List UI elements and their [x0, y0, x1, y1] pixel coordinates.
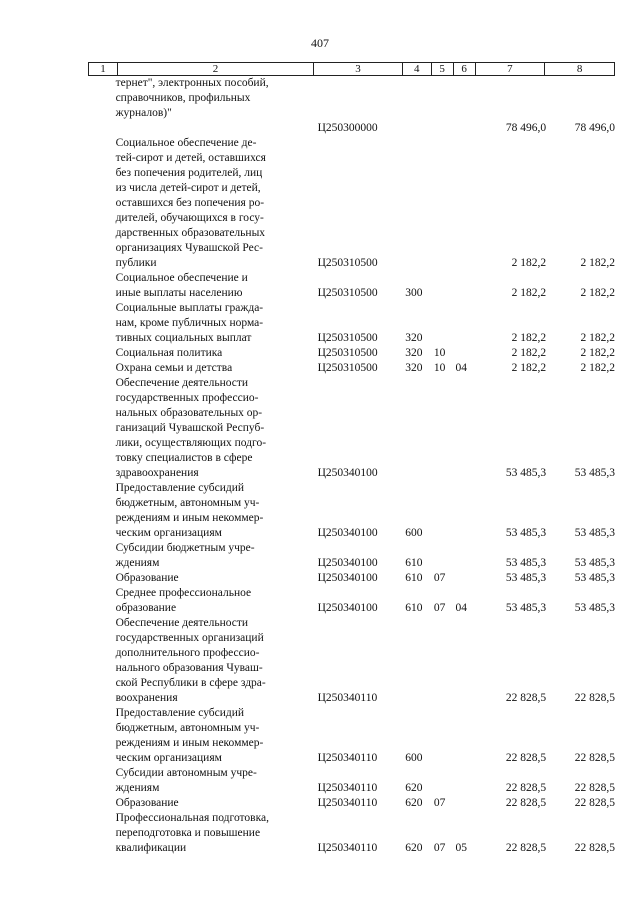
table-row [88, 541, 615, 571]
cell-section: 07 [433, 572, 446, 584]
header-col-6: 6 [453, 63, 475, 75]
table-row [88, 766, 615, 796]
table-row [88, 796, 615, 811]
table-row [88, 121, 615, 136]
cell-code: Ц250300000 [317, 122, 378, 134]
cell-code: Ц250340110 [317, 797, 378, 809]
cell-code: Ц250310500 [317, 362, 378, 374]
cell-name: Социальные выплаты гражда- нам, кроме публичных норма- тивных социальных выплат [115, 302, 264, 344]
cell-code: Ц250340110 [317, 782, 378, 794]
header-col-2: 2 [117, 63, 313, 75]
cell-amount-8: 78 496,0 [574, 122, 616, 134]
cell-code: Ц250340110 [317, 692, 378, 704]
cell-name: Социальное обеспечение и иные выплаты населению [115, 272, 248, 299]
cell-amount-7: 78 496,0 [505, 122, 547, 134]
cell-amount-7: 22 828,5 [505, 842, 547, 854]
table-row [88, 376, 615, 481]
cell-amount-7: 2 182,2 [511, 257, 547, 269]
cell-amount-7: 2 182,2 [511, 287, 547, 299]
cell-code: Ц250310500 [317, 332, 378, 344]
cell-code: Ц250340110 [317, 752, 378, 764]
table-row [88, 271, 615, 301]
table-row [88, 346, 615, 361]
cell-section: 07 [433, 842, 446, 854]
cell-expense-type: 320 [405, 362, 423, 374]
cell-name: тернет", электронных пособий, справочников, профильных журналов)" [115, 77, 269, 119]
cell-section: 07 [433, 602, 446, 614]
cell-section: 07 [433, 797, 446, 809]
cell-amount-8: 53 485,3 [574, 467, 616, 479]
cell-code: Ц250340110 [317, 842, 378, 854]
cell-expense-type: 620 [405, 782, 423, 794]
cell-amount-7: 22 828,5 [505, 692, 547, 704]
cell-name: Социальное обеспечение де- тей-сирот и детей, оставшихся без попечения родителей, лиц из числа детей-сирот и детей, оставшихся без попечения ро- дителей, обучающихся в госу- дарственных образовательных организациях Чувашской Рес- публики [115, 137, 266, 269]
cell-name: Образование [115, 797, 179, 809]
cell-amount-7: 53 485,3 [505, 527, 547, 539]
cell-amount-7: 22 828,5 [505, 782, 547, 794]
table-body [88, 76, 615, 856]
cell-code: Ц250340100 [317, 557, 378, 569]
cell-name: Образование [115, 572, 179, 584]
cell-expense-type: 620 [405, 797, 423, 809]
cell-amount-8: 2 182,2 [580, 287, 616, 299]
table-row [88, 76, 615, 121]
cell-code: Ц250310500 [317, 287, 378, 299]
cell-name: Обеспечение деятельности государственных организаций дополнительного профессио- нального образования Чуваш- ской Республики в сфере здра- воохранения [115, 617, 266, 704]
table-row [88, 136, 615, 271]
cell-expense-type: 620 [405, 842, 423, 854]
cell-name: Обеспечение деятельности государственных профессио- нальных образовательных ор- ганизаций Чувашской Респуб- лики, осуществляющих подго- товку специалистов в сфере здравоохранения [115, 377, 267, 479]
cell-amount-8: 22 828,5 [574, 797, 616, 809]
page-number: 407 [311, 36, 329, 50]
budget-table [88, 62, 615, 856]
cell-expense-type: 610 [405, 572, 423, 584]
cell-amount-8: 53 485,3 [574, 602, 616, 614]
cell-amount-8: 22 828,5 [574, 782, 616, 794]
table-row [88, 811, 615, 856]
table-row [88, 301, 615, 346]
cell-name: Среднее профессиональное образование [115, 587, 252, 614]
cell-amount-8: 53 485,3 [574, 527, 616, 539]
cell-name: Профессиональная подготовка, переподготовка и повышение квалификации [115, 812, 270, 854]
header-col-4: 4 [402, 63, 431, 75]
cell-amount-8: 2 182,2 [580, 257, 616, 269]
cell-subsection: 05 [455, 842, 467, 854]
cell-amount-7: 53 485,3 [505, 557, 547, 569]
cell-code: Ц250310500 [317, 257, 378, 269]
cell-expense-type: 600 [405, 527, 423, 539]
table-row [88, 586, 615, 616]
cell-amount-7: 2 182,2 [511, 362, 547, 374]
header-col-8: 8 [544, 63, 614, 75]
header-col-1: 1 [100, 63, 106, 75]
table-row [88, 361, 615, 376]
cell-name: Субсидии бюджетным учре- ждениям [115, 542, 255, 569]
cell-amount-7: 2 182,2 [511, 332, 547, 344]
table-row [88, 616, 615, 706]
cell-code: Ц250340100 [317, 467, 378, 479]
cell-section: 10 [433, 362, 446, 374]
cell-name: Охрана семьи и детства [115, 362, 233, 374]
cell-name: Предоставление субсидий бюджетным, автономным уч- реждениям и иным некоммер- ческим организациям [115, 707, 264, 764]
cell-expense-type: 320 [405, 347, 423, 359]
cell-code: Ц250340100 [317, 602, 378, 614]
cell-code: Ц250310500 [317, 347, 378, 359]
cell-name: Социальная политика [115, 347, 223, 359]
header-col-3: 3 [313, 63, 402, 75]
cell-amount-8: 2 182,2 [580, 362, 616, 374]
cell-amount-7: 2 182,2 [511, 347, 547, 359]
cell-amount-7: 53 485,3 [505, 467, 547, 479]
header-col-7: 7 [475, 63, 545, 75]
cell-code: Ц250340100 [317, 572, 378, 584]
cell-amount-8: 2 182,2 [580, 347, 616, 359]
cell-amount-8: 53 485,3 [574, 557, 616, 569]
cell-amount-8: 22 828,5 [574, 842, 616, 854]
table-row [88, 571, 615, 586]
table-row [88, 481, 615, 541]
cell-expense-type: 600 [405, 752, 423, 764]
cell-code: Ц250340100 [317, 527, 378, 539]
cell-amount-7: 22 828,5 [505, 797, 547, 809]
cell-amount-7: 53 485,3 [505, 602, 547, 614]
cell-expense-type: 300 [405, 287, 423, 299]
cell-section: 10 [433, 347, 446, 359]
cell-expense-type: 610 [405, 557, 423, 569]
cell-amount-8: 53 485,3 [574, 572, 616, 584]
cell-subsection: 04 [455, 602, 467, 614]
cell-name: Субсидии автономным учре- ждениям [115, 767, 257, 794]
table-header [88, 62, 615, 76]
cell-amount-7: 22 828,5 [505, 752, 547, 764]
cell-name: Предоставление субсидий бюджетным, автономным уч- реждениям и иным некоммер- ческим организациям [115, 482, 264, 539]
header-col-5: 5 [431, 63, 453, 75]
cell-amount-8: 2 182,2 [580, 332, 616, 344]
cell-amount-8: 22 828,5 [574, 692, 616, 704]
cell-amount-7: 53 485,3 [505, 572, 547, 584]
cell-amount-8: 22 828,5 [574, 752, 616, 764]
cell-subsection: 04 [455, 362, 467, 374]
table-row [88, 706, 615, 766]
cell-expense-type: 610 [405, 602, 423, 614]
cell-expense-type: 320 [405, 332, 423, 344]
